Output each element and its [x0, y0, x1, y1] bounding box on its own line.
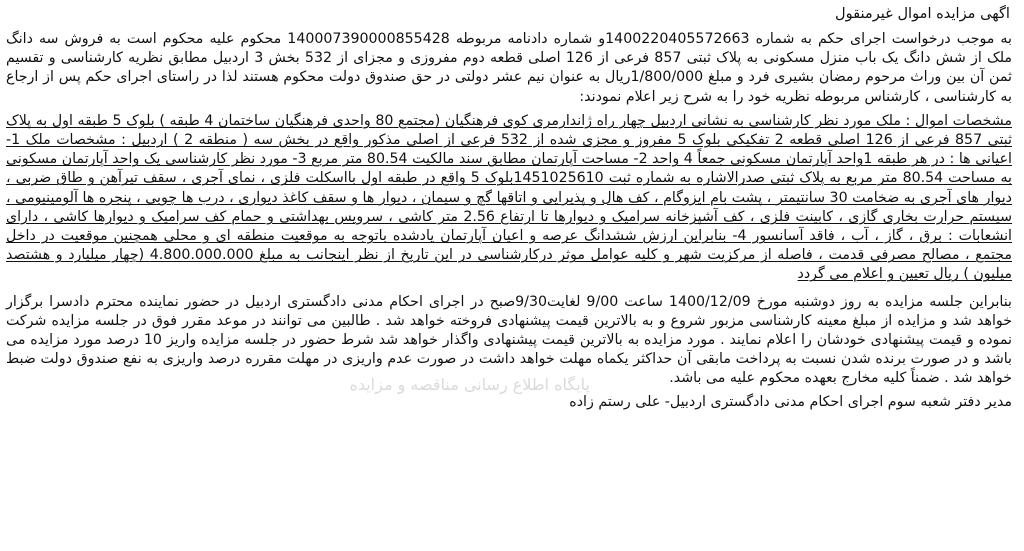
- signature-line: مدیر دفتر شعبه سوم اجرای احکام مدنی دادگستری اردبیل- علی رستم زاده: [569, 393, 1012, 410]
- notice-document: [6, 4, 1012, 551]
- notice-title: اگهی مزایده اموال غیرمنقول: [834, 5, 1010, 22]
- auction-details: بنابراین جلسه مزایده به روز دوشنبه مورخ 1400/12/09 ساعت 9/00 لغایت9/30صبح در اجرای احکام مدنی دادگستری اردبیل در حضور نماینده محترم دادسرا برگزار خواهد شد و مزایده از مبلغ معینه کارشناسی مزبور شروع و به بالاترین قیمت پیشنهادی فروخته خواهد شد . طالبین می توانند در موعد مقرر فوق در جلسه مزایده شرکت نموده و قیمت پیشنهادی خودشان را اعلام نمایند . مورد مزایده به بالاترین قیمت پیشنهادی واگذار خواهد شد شرط حضور در جلسه مزایده واریز 10 درصد مورد مزایده می باشد و در صورت برنده شدن نسبت به پرداخت مابقی آن حداکثر یکماه مهلت خواهد داشت در صورت عدم واریزی در مهلت مقرره درصد واریزی به نفع صندوق دولت ضبط خواهد شد . ضمناً کلیه مخارج بعهده محکوم علیه می باشد.: [6, 293, 1012, 387]
- watermark-text: پایگاه اطلاع رسانی مناقصه و مزایده: [349, 375, 590, 394]
- property-specifications: مشخصات اموال : ملک مورد نظر کارشناسی به نشانی اردبیل چهار راه ژاندارمری کوی فرهنگیان (مجتمع 80 واحدی فرهنگیان ساختمان 4 طبقه ) بلوک 5 طبقه اول به پلاک ثبتی 857 فرعی از 126 اصلی قطعه 2 تفکیکی بلوک 5 مفروز و مجزی شده از 532 فرعی از اصلی مذکور واقع در بخش سه ( منطقه 2 ) اردبیل : مشخصات ملک 1- اعیانی ها : در هر طبقه 1واحد آپارتمان مسکونی جمعاً 4 واحد 2- مساحت آپارتمان مطابق سند مالکیت 80.54 متر مربع 3- مورد نظر کارشناسی یک واحد آپارتمان مسکونی به مساحت 80.54 متر مربع به پلاک ثبتی صدرالاشاره به شماره ثبت 1451025610بلوک 5 واقع در طبقه اول بااسکلت فلزی ، نمای آجری ، سقف تیرآهن و طاق ضربی ، دیوار های آجری به ضخامت 30 سانتیمتر ، پشت بام ایزوگام ، کف هال و پذیرایی و اتاقها گچ و سیمان ، دیوار ها و سقف کاغذ دیواری ، درب ها چوبی ، پنجره ها آلومینیومی ، سیستم حرارت بخاری گازی ، کابینت فلزی ، کف آشپزخانه سرامیک و دیوارها تا ارتفاع 2.56 متر کاشی ، سرویس بهداشتی و حمام کف سرامیک و دیوارها کاشی ، دارای انشعابات : برق ، گاز ، آب ، فاقد آسانسور 4- بنابراین ارزش ششدانگ عرصه و اعیان آپارتمان یادشده باتوجه به موقعیت منطقه ای و محلی همچنین موقعیت در داخل مجتمع ، مصالح مصرفی قدمت ، فاصله از مرکزیت شهر و کلیه عوامل موثر درکارشناسی در این تاریخ از نظر اینجانب به مبلغ 4.800.000.000 (چهار میلیارد و هشتصد میلیون ) ریال تعیین و اعلام می گردد: [6, 112, 1013, 283]
- intro-paragraph: به موجب درخواست اجرای حکم به شماره 1400220405572663و شماره دادنامه مربوطه 14000739000085542​8 محکوم علیه محکوم است به فروش سه دانگ ملک از شش دانگ یک باب منزل مسکونی به پلاک ثبتی 857 فرعی از 126 اصلی قطعه دوم مفروزی و مجزای از 532 بخش 3 اردبیل مطابق نظریه کارشناسی و تقسیم ثمن آن بین وراث مرحوم رمضان بشیری فرد و مبلغ 1/800/000ریال به عنوان نیم عشر دولتی در حق صندوق دولت محکوم هستند لذا در راستای اجرای حکم پس از ارجاع به کارشناسی ، کارشناس مربوطه نظریه خود را به شرح زیر اعلام نمودند:: [6, 31, 1013, 105]
